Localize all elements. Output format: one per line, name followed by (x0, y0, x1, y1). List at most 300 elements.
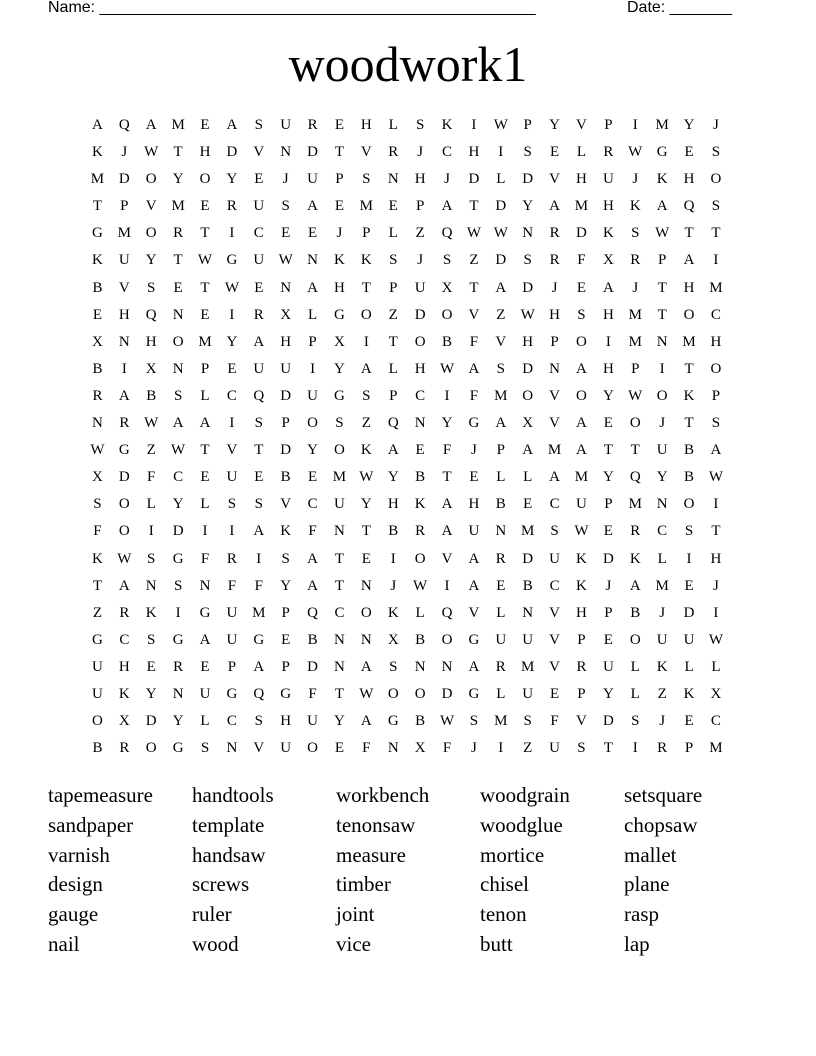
grid-letter: H (683, 279, 695, 296)
grid-letter: R (549, 252, 560, 269)
grid-letter: Y (602, 387, 614, 404)
grid-letter: U (602, 171, 614, 188)
grid-letter: C (549, 496, 560, 513)
grid-letter: X (92, 469, 103, 486)
grid-letter: B (92, 360, 103, 377)
grid-letter: A (683, 252, 695, 269)
grid-letter: W (655, 225, 670, 242)
grid-letter: S (227, 496, 237, 513)
grid-letter: U (280, 360, 292, 377)
grid-letter: U (226, 604, 238, 621)
grid-letter: R (173, 225, 184, 242)
date-field-label: Date: _______ (627, 0, 732, 16)
grid-row (84, 305, 732, 332)
grid-letter: T (200, 442, 210, 459)
grid-letter: U (683, 631, 695, 648)
grid-letter: A (495, 279, 507, 296)
grid-letter: K (656, 658, 668, 675)
word-list-item: tapemeasure (48, 783, 153, 807)
grid-letter: H (576, 604, 587, 621)
grid-letter: V (468, 604, 480, 621)
page-title: woodwork1 (288, 36, 528, 92)
grid-letter: H (118, 658, 130, 675)
grid-letter: O (522, 387, 534, 404)
grid-row (84, 278, 732, 305)
grid-letter: Z (415, 225, 425, 242)
grid-letter: I (713, 604, 719, 621)
grid-letter: F (362, 740, 371, 757)
grid-letter: V (280, 496, 292, 513)
grid-letter: Y (145, 685, 157, 702)
grid-letter: I (498, 144, 504, 161)
grid-letter: S (631, 713, 640, 730)
grid-letter: P (523, 117, 532, 133)
grid-letter: L (630, 658, 640, 675)
grid-letter: N (387, 171, 399, 188)
grid-row (84, 142, 732, 169)
grid-letter: L (496, 171, 506, 188)
grid-letter: T (603, 740, 613, 757)
grid-letter: E (388, 198, 398, 215)
grid-letter: I (498, 740, 504, 757)
grid-letter: D (602, 713, 614, 730)
grid-letter: C (119, 631, 130, 648)
grid-letter: G (656, 144, 668, 161)
grid-letter: C (307, 496, 318, 513)
grid-letter: U (118, 252, 130, 269)
grid-letter: N (522, 604, 534, 621)
grid-letter: J (336, 225, 343, 242)
grid-letter: A (360, 658, 372, 675)
word-list-item: nail (48, 931, 80, 956)
grid-letter: A (360, 360, 372, 377)
grid-row (84, 413, 732, 440)
grid-letter: E (227, 360, 237, 377)
grid-letter: K (576, 550, 587, 567)
word-list-row (48, 901, 778, 931)
grid-letter: R (630, 523, 641, 540)
word-list-item: tenon (480, 902, 527, 927)
grid-letter: Y (522, 198, 534, 215)
grid-letter: J (417, 252, 424, 269)
grid-letter: L (415, 604, 425, 621)
grid-letter: D (307, 144, 318, 161)
grid-letter: T (361, 523, 371, 540)
grid-letter: N (414, 415, 426, 432)
grid-letter: H (199, 144, 211, 161)
grid-letter: U (226, 469, 238, 486)
grid-letter: C (226, 387, 237, 404)
grid-letter: A (441, 198, 453, 215)
grid-letter: O (683, 306, 695, 323)
grid-letter: X (118, 713, 130, 730)
grid-letter: T (334, 550, 345, 567)
word-list-item: butt (480, 931, 513, 956)
grid-letter: T (173, 144, 183, 161)
grid-letter: A (441, 496, 453, 513)
grid-letter: V (253, 144, 265, 161)
grid-letter: S (281, 550, 290, 567)
grid-letter: E (146, 658, 156, 675)
grid-letter: R (119, 415, 130, 432)
grid-letter: M (521, 523, 535, 540)
grid-letter: R (603, 144, 614, 161)
grid-letter: T (684, 415, 694, 432)
grid-letter: F (254, 577, 263, 594)
grid-letter: E (254, 469, 264, 486)
grid-letter: J (417, 144, 424, 161)
grid-letter: R (226, 550, 237, 567)
grid-letter: X (92, 333, 103, 350)
grid-letter: O (629, 631, 641, 648)
grid-letter: D (522, 550, 534, 567)
grid-letter: N (280, 279, 292, 296)
grid-letter: P (657, 252, 667, 269)
word-list-item: design (48, 872, 103, 897)
grid-letter: S (711, 144, 721, 161)
grid-letter: Y (334, 713, 345, 730)
grid-letter: O (414, 685, 426, 702)
grid-letter: E (307, 469, 318, 486)
grid-letter: K (92, 144, 103, 161)
grid-letter: A (656, 198, 668, 215)
grid-letter: S (389, 658, 398, 675)
grid-letter: F (442, 740, 452, 757)
grid-letter: R (119, 604, 130, 621)
grid-letter: O (360, 306, 372, 323)
grid-letter: T (442, 469, 452, 486)
grid-letter: T (603, 442, 613, 459)
grid-letter: M (547, 442, 562, 459)
grid-letter: J (551, 279, 558, 296)
grid-letter: U (226, 631, 238, 648)
grid-letter: W (708, 631, 724, 648)
grid-letter: I (390, 550, 396, 567)
grid-letter: S (335, 415, 344, 432)
grid-letter: P (120, 198, 129, 215)
grid-letter: M (574, 198, 589, 215)
grid-letter: N (360, 631, 372, 648)
grid-letter: C (549, 577, 560, 594)
grid-letter: S (442, 252, 452, 269)
grid-letter: O (710, 171, 722, 188)
grid-letter: E (92, 306, 103, 323)
word-list-item: measure (336, 842, 406, 867)
grid-letter: V (118, 279, 130, 296)
grid-letter: N (118, 333, 130, 350)
grid-letter: O (414, 333, 426, 350)
grid-letter: D (468, 171, 480, 188)
grid-letter: U (414, 279, 426, 296)
grid-letter: O (92, 713, 103, 730)
grid-letter: U (199, 685, 211, 702)
grid-letter: H (334, 279, 345, 296)
grid-letter: P (227, 658, 237, 675)
grid-letter: I (256, 550, 262, 567)
grid-letter: L (496, 604, 506, 621)
grid-letter: H (468, 496, 480, 513)
grid-letter: A (118, 387, 130, 404)
grid-letter: T (469, 279, 479, 296)
word-list-item: ruler (192, 902, 232, 927)
grid-letter: P (389, 387, 398, 404)
grid-letter: I (713, 496, 719, 513)
grid-letter: R (226, 198, 237, 215)
grid-letter: V (576, 117, 587, 133)
grid-letter: V (360, 144, 372, 161)
grid-letter: C (334, 604, 345, 621)
grid-letter: P (631, 360, 640, 377)
grid-letter: A (602, 279, 614, 296)
grid-letter: P (711, 387, 721, 404)
grid-letter: A (387, 442, 399, 459)
grid-letter: D (602, 550, 614, 567)
grid-letter: V (441, 550, 453, 567)
grid-letter: J (659, 713, 666, 730)
grid-letter: D (226, 144, 238, 161)
grid-letter: Z (388, 306, 398, 323)
grid-letter: H (387, 496, 399, 513)
grid-letter: P (577, 685, 586, 702)
grid-letter: K (334, 252, 345, 269)
grid-letter: R (657, 740, 668, 757)
grid-letter: A (468, 550, 480, 567)
grid-letter: E (200, 117, 210, 133)
grid-letter: I (632, 740, 638, 757)
grid-letter: Y (226, 171, 238, 188)
grid-letter: M (709, 740, 723, 757)
grid-letter: L (496, 685, 506, 702)
grid-letter: V (549, 631, 560, 648)
grid-letter: M (90, 171, 105, 188)
grid-letter: Q (145, 306, 157, 323)
grid-letter: U (495, 631, 507, 648)
grid-letter: J (444, 171, 450, 188)
grid-letter: B (92, 279, 103, 296)
grid-letter: S (200, 740, 210, 757)
word-list-row (48, 812, 778, 842)
grid-row (84, 223, 732, 250)
grid-letter: L (388, 360, 398, 377)
grid-letter: U (307, 713, 318, 730)
grid-letter: H (602, 198, 614, 215)
grid-letter: F (469, 387, 479, 404)
grid-letter: W (628, 144, 643, 161)
grid-row (84, 521, 732, 548)
grid-letter: Z (92, 604, 103, 621)
grid-letter: S (147, 550, 156, 567)
grid-letter: G (387, 713, 399, 730)
grid-letter: E (469, 469, 479, 486)
grid-letter: U (656, 442, 668, 459)
name-field-label: Name: _________________________________________________ (48, 0, 536, 16)
grid-letter: C (415, 387, 426, 404)
grid-letter: D (441, 685, 453, 702)
grid-letter: S (173, 387, 183, 404)
word-list-item: plane (624, 872, 670, 897)
grid-letter: A (576, 442, 587, 459)
grid-letter: O (387, 685, 399, 702)
grid-row (84, 738, 732, 765)
grid-letter: N (92, 415, 103, 432)
grid-letter: O (683, 496, 695, 513)
grid-letter: F (147, 469, 156, 486)
grid-letter: J (470, 442, 477, 459)
grid-letter: D (414, 306, 426, 323)
grid-letter: P (281, 658, 290, 675)
grid-letter: H (280, 333, 292, 350)
grid-letter: N (549, 360, 560, 377)
grid-letter: U (468, 523, 480, 540)
grid-letter: E (603, 523, 613, 540)
grid-letter: T (684, 360, 694, 377)
grid-letter: J (632, 171, 639, 188)
grid-letter: E (200, 469, 210, 486)
grid-letter: V (145, 198, 157, 215)
grid-letter: E (576, 279, 587, 296)
grid-letter: G (468, 685, 480, 702)
grid-letter: D (307, 658, 318, 675)
grid-letter: Z (657, 685, 667, 702)
grid-row (84, 576, 732, 603)
grid-letter: Q (441, 604, 453, 621)
grid-letter: D (683, 604, 695, 621)
grid-letter: S (254, 496, 263, 513)
grid-letter: M (359, 198, 374, 215)
grid-letter: I (659, 360, 665, 377)
grid-letter: B (146, 387, 157, 404)
grid-letter: W (197, 252, 213, 269)
grid-letter: A (576, 360, 587, 377)
grid-letter: Y (280, 577, 292, 594)
grid-letter: A (226, 117, 238, 133)
grid-letter: W (278, 252, 293, 269)
grid-letter: T (200, 279, 210, 296)
grid-letter: W (628, 387, 643, 404)
grid-letter: F (469, 333, 479, 350)
grid-letter: L (307, 306, 318, 323)
grid-letter: U (280, 117, 292, 133)
grid-letter: G (280, 685, 292, 702)
word-list-item: timber (336, 872, 391, 897)
grid-letter: A (441, 523, 453, 540)
grid-letter: M (171, 198, 185, 215)
grid-letter: M (628, 306, 642, 323)
grid-letter: I (229, 415, 235, 432)
grid-letter: U (307, 171, 318, 188)
grid-letter: V (549, 387, 560, 404)
grid-letter: U (253, 198, 265, 215)
word-list-row (48, 782, 778, 812)
grid-letter: E (684, 144, 694, 161)
grid-letter: B (415, 631, 426, 648)
grid-letter: G (334, 306, 345, 323)
grid-letter: X (145, 360, 157, 377)
grid-letter: Y (602, 469, 614, 486)
grid-letter: O (307, 740, 318, 757)
grid-letter: G (226, 252, 238, 269)
grid-letter: N (172, 360, 184, 377)
grid-letter: T (657, 306, 667, 323)
grid-letter: P (362, 225, 371, 242)
grid-letter: R (173, 658, 184, 675)
grid-letter: V (549, 415, 560, 432)
grid-letter: Z (361, 415, 371, 432)
word-list-item: woodglue (480, 812, 563, 837)
grid-letter: Y (656, 469, 668, 486)
grid-letter: T (711, 225, 721, 242)
grid-letter: W (493, 117, 508, 133)
grid-letter: T (388, 333, 398, 350)
grid-letter: D (145, 713, 157, 730)
grid-letter: Y (334, 360, 345, 377)
grid-letter: N (656, 496, 668, 513)
grid-letter: K (576, 577, 587, 594)
grid-letter: E (254, 279, 264, 296)
grid-letter: K (602, 225, 614, 242)
grid-letter: E (550, 144, 560, 161)
grid-letter: T (254, 442, 264, 459)
grid-letter: S (362, 171, 371, 188)
grid-letter: X (710, 685, 722, 702)
grid-letter: I (121, 360, 127, 377)
grid-letter: U (656, 631, 668, 648)
grid-letter: B (415, 469, 426, 486)
grid-letter: S (389, 252, 398, 269)
grid-letter: K (414, 496, 426, 513)
grid-letter: L (200, 713, 210, 730)
grid-letter: J (659, 415, 666, 432)
grid-letter: L (200, 387, 210, 404)
word-list-item: sandpaper (48, 812, 134, 837)
grid-letter: A (92, 117, 103, 133)
grid-letter: E (550, 685, 560, 702)
grid-letter: X (334, 333, 345, 350)
grid-letter: X (387, 631, 399, 648)
grid-letter: Z (496, 306, 506, 323)
grid-letter: W (144, 144, 159, 161)
grid-letter: L (523, 469, 533, 486)
grid-letter: L (388, 225, 398, 242)
grid-letter: W (439, 360, 455, 377)
word-list-item: mallet (624, 842, 677, 867)
grid-letter: P (604, 496, 613, 513)
grid-row (84, 440, 732, 467)
grid-letter: K (441, 117, 453, 133)
grid-letter: H (683, 171, 695, 188)
grid-letter: V (549, 171, 560, 188)
grid-letter: N (334, 523, 345, 540)
grid-letter: F (200, 550, 210, 567)
grid-letter: H (360, 117, 372, 133)
grid-letter: I (444, 577, 450, 594)
grid-letter: D (118, 469, 130, 486)
grid-letter: U (253, 252, 265, 269)
grid-letter: Z (523, 740, 533, 757)
grid-letter: P (577, 631, 586, 648)
grid-letter: I (175, 604, 181, 621)
grid-row (84, 332, 732, 359)
grid-letter: M (709, 279, 723, 296)
grid-letter: E (496, 577, 506, 594)
grid-letter: E (307, 225, 318, 242)
grid-letter: A (253, 658, 265, 675)
grid-letter: G (468, 631, 480, 648)
grid-letter: A (549, 198, 560, 215)
grid-letter: X (441, 279, 453, 296)
grid-letter: Y (441, 415, 453, 432)
grid-letter: O (629, 415, 641, 432)
